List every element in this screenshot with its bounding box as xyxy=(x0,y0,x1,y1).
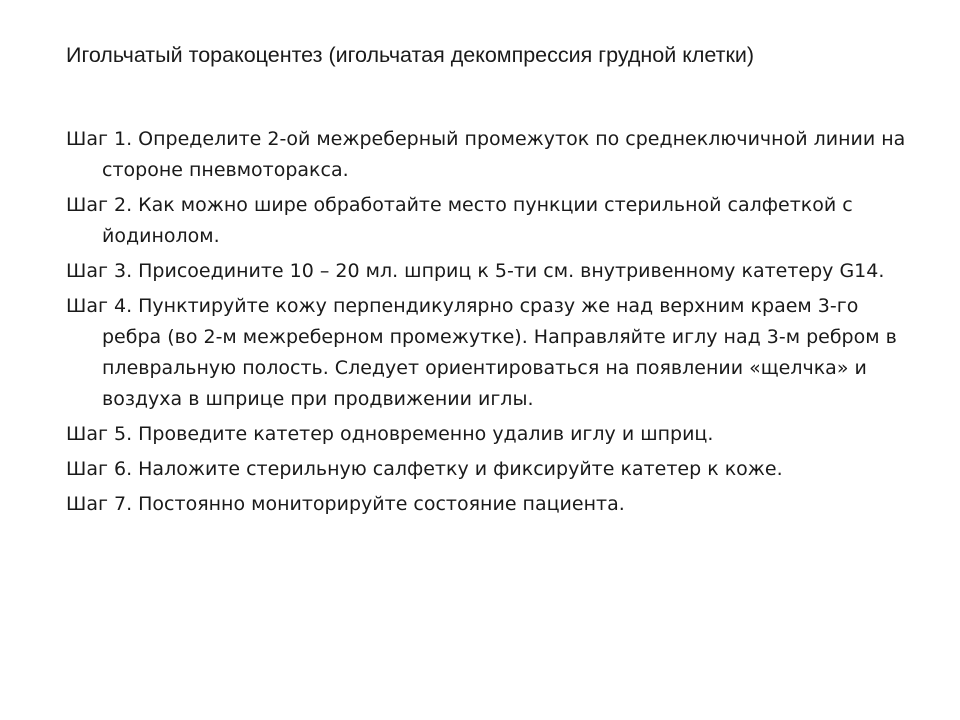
step-7: Шаг 7. Постоянно мониторируйте состояние пациента. xyxy=(66,493,625,515)
step-4: Шаг 4. Пунктируйте кожу перпендикулярно сразу же над верхним краем 3-го ребра (во 2-м межреберном промежутке). Направляйте иглу над 3-м ребром в плевральную полость. Следует ориентироваться на появлении «щелчка» и воздуха в шприце при продвижении иглы. xyxy=(66,295,897,410)
step-2: Шаг 2. Как можно шире обработайте место пункции стерильной салфеткой с йодинолом. xyxy=(66,194,853,247)
slide-title: Игольчатый торакоцентез (игольчатая декомпрессия грудной клетки) xyxy=(66,43,755,67)
step-1: Шаг 1. Определите 2-ой межреберный промежуток по среднеключичной линии на стороне пневмоторакса. xyxy=(66,128,906,181)
step-5: Шаг 5. Проведите катетер одновременно удалив иглу и шприц. xyxy=(66,423,714,445)
steps-list xyxy=(66,124,916,524)
step-3: Шаг 3. Присоедините 10 – 20 мл. шприц к 5-ти см. внутривенному катетеру G14. xyxy=(66,260,885,282)
step-6: Шаг 6. Наложите стерильную салфетку и фиксируйте катетер к коже. xyxy=(66,458,783,480)
